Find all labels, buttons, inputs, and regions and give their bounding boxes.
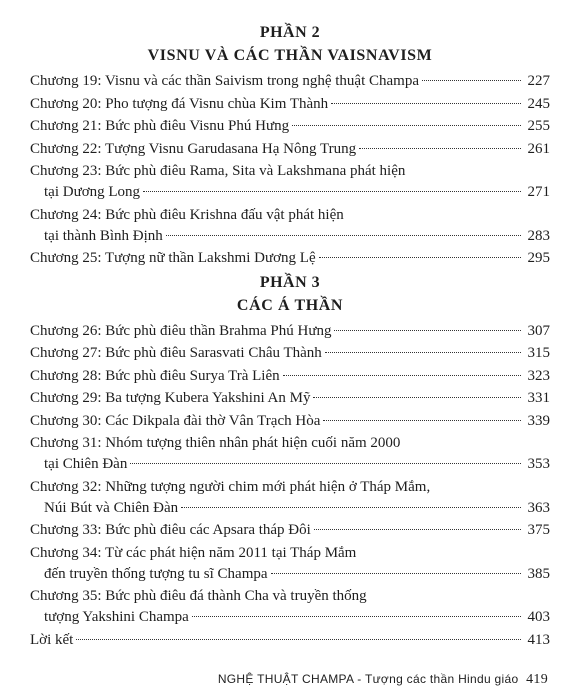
toc-entry-title: tại Chiên Đàn (44, 456, 128, 472)
toc-entry-title: Chương 20: Pho tượng đá Visnu chùa Kim Thành (30, 95, 329, 112)
toc-entry (30, 411, 550, 432)
toc-page-number: 227 (527, 73, 550, 89)
toc-entry-title: Chương 26: Bức phù điêu thần Brahma Phú Hưng (30, 322, 332, 339)
dot-leader (143, 191, 521, 192)
toc-page-number: 295 (527, 250, 550, 266)
dot-leader (334, 330, 521, 331)
toc-entry-title: Chương 19: Visnu và các thần Saivism trong nghệ thuật Champa (30, 73, 419, 89)
dot-leader (314, 529, 521, 530)
dot-leader (76, 639, 521, 640)
toc-entry (30, 321, 550, 342)
toc-page-number: 323 (527, 367, 550, 384)
toc-entry-title: Núi Bút và Chiên Đàn (44, 499, 179, 516)
toc-entry (30, 71, 550, 92)
toc-entry (30, 343, 550, 364)
toc-entry-line: Chương 32: Những tượng người chim mới phát hiện ở Tháp Mắm, (30, 478, 431, 495)
toc-entry-title: Chương 25: Tượng nữ thần Lakshmi Dương Lệ (30, 250, 316, 266)
toc-entry-title: Chương 28: Bức phù điêu Surya Trà Liên (30, 367, 280, 384)
dot-leader (181, 507, 521, 508)
toc-entry (30, 520, 550, 541)
toc-entry (30, 630, 550, 651)
toc-page-number: 315 (527, 345, 550, 361)
toc-entry-title: Chương 29: Ba tượng Kubera Yakshini An Mỹ (30, 390, 311, 406)
toc-page-number: 353 (527, 456, 550, 472)
toc-entry-title: Chương 30: Các Dikpala đài thờ Vân Trạch Hòa (30, 412, 321, 429)
toc-entry (30, 477, 550, 519)
toc-list-part-3 (30, 321, 550, 651)
toc-page-number: 375 (527, 522, 550, 538)
dot-leader (323, 420, 521, 421)
dot-leader (283, 375, 521, 376)
toc-entry-title: Chương 22: Tượng Visnu Garudasana Hạ Nông Trung (30, 140, 357, 157)
toc-entry-title: tượng Yakshini Champa (44, 609, 189, 625)
toc-entry (30, 139, 550, 160)
part-label: PHẦN 2 (259, 24, 321, 41)
table-of-contents (30, 24, 550, 652)
toc-page-number: 255 (527, 118, 550, 134)
running-title: NGHỆ THUẬT CHAMPA - Tượng các thần Hindu giáo (217, 672, 519, 686)
dot-leader (359, 148, 521, 149)
toc-entry (30, 205, 550, 247)
toc-page-number: 307 (527, 322, 550, 339)
toc-entry (30, 388, 550, 409)
toc-page-number: 261 (527, 140, 550, 157)
part-title: VISNU VÀ CÁC THẦN VAISNAVISM (147, 47, 433, 64)
toc-page-number: 331 (527, 390, 550, 406)
toc-page-number: 271 (527, 184, 550, 200)
part-title: CÁC Á THẦN (236, 296, 344, 314)
toc-page-number: 403 (527, 609, 550, 625)
toc-page-number: 245 (527, 95, 550, 112)
toc-entry-title: tại Dương Long (44, 184, 141, 200)
toc-page-number: 413 (527, 631, 550, 648)
toc-entry (30, 248, 550, 269)
dot-leader (271, 573, 521, 574)
toc-entry-title: đến truyền thống tượng tu sĩ Champa (44, 565, 268, 582)
dot-leader (422, 80, 521, 81)
toc-entry (30, 366, 550, 387)
toc-entry (30, 433, 550, 475)
toc-entry-line: Chương 34: Từ các phát hiện năm 2011 tại Tháp Mắm (30, 544, 357, 561)
page-footer (218, 672, 548, 688)
dot-leader (331, 103, 521, 104)
toc-entry-line: Chương 24: Bức phù điêu Krishna đấu vật phát hiện (30, 206, 344, 223)
dot-leader (130, 463, 521, 464)
toc-entry (30, 116, 550, 137)
toc-entry-title: Chương 33: Bức phù điêu các Apsara tháp Đôi (30, 522, 311, 538)
toc-entry (30, 94, 550, 115)
toc-page-number: 363 (527, 499, 550, 516)
part-label: PHẦN 3 (259, 273, 321, 291)
toc-entry-line: Chương 35: Bức phù điêu đá thành Cha và truyền thống (30, 588, 367, 604)
page-number: 419 (526, 672, 548, 687)
toc-entry (30, 586, 550, 628)
toc-entry (30, 543, 550, 585)
toc-entry-line: Chương 23: Bức phù điêu Rama, Sita và Lakshmana phát hiện (30, 163, 406, 179)
toc-page-number: 283 (527, 227, 550, 244)
toc-entry-title: Chương 21: Bức phù điêu Visnu Phú Hưng (30, 118, 290, 134)
dot-leader (192, 616, 521, 617)
dot-leader (166, 235, 521, 236)
toc-list-part-2 (30, 71, 550, 269)
toc-entry-title: tại thành Bình Định (44, 227, 163, 244)
dot-leader (319, 257, 521, 258)
toc-entry-title: Chương 27: Bức phù điêu Sarasvati Châu Thành (30, 345, 322, 361)
toc-entry-line: Chương 31: Nhóm tượng thiên nhân phát hiện cuối năm 2000 (30, 435, 401, 451)
toc-entry (30, 161, 550, 203)
toc-entry-title: Lời kết (30, 631, 74, 648)
dot-leader (313, 397, 521, 398)
dot-leader (325, 352, 521, 353)
toc-page-number: 339 (527, 412, 550, 429)
toc-page-number: 385 (527, 565, 550, 582)
dot-leader (292, 125, 521, 126)
